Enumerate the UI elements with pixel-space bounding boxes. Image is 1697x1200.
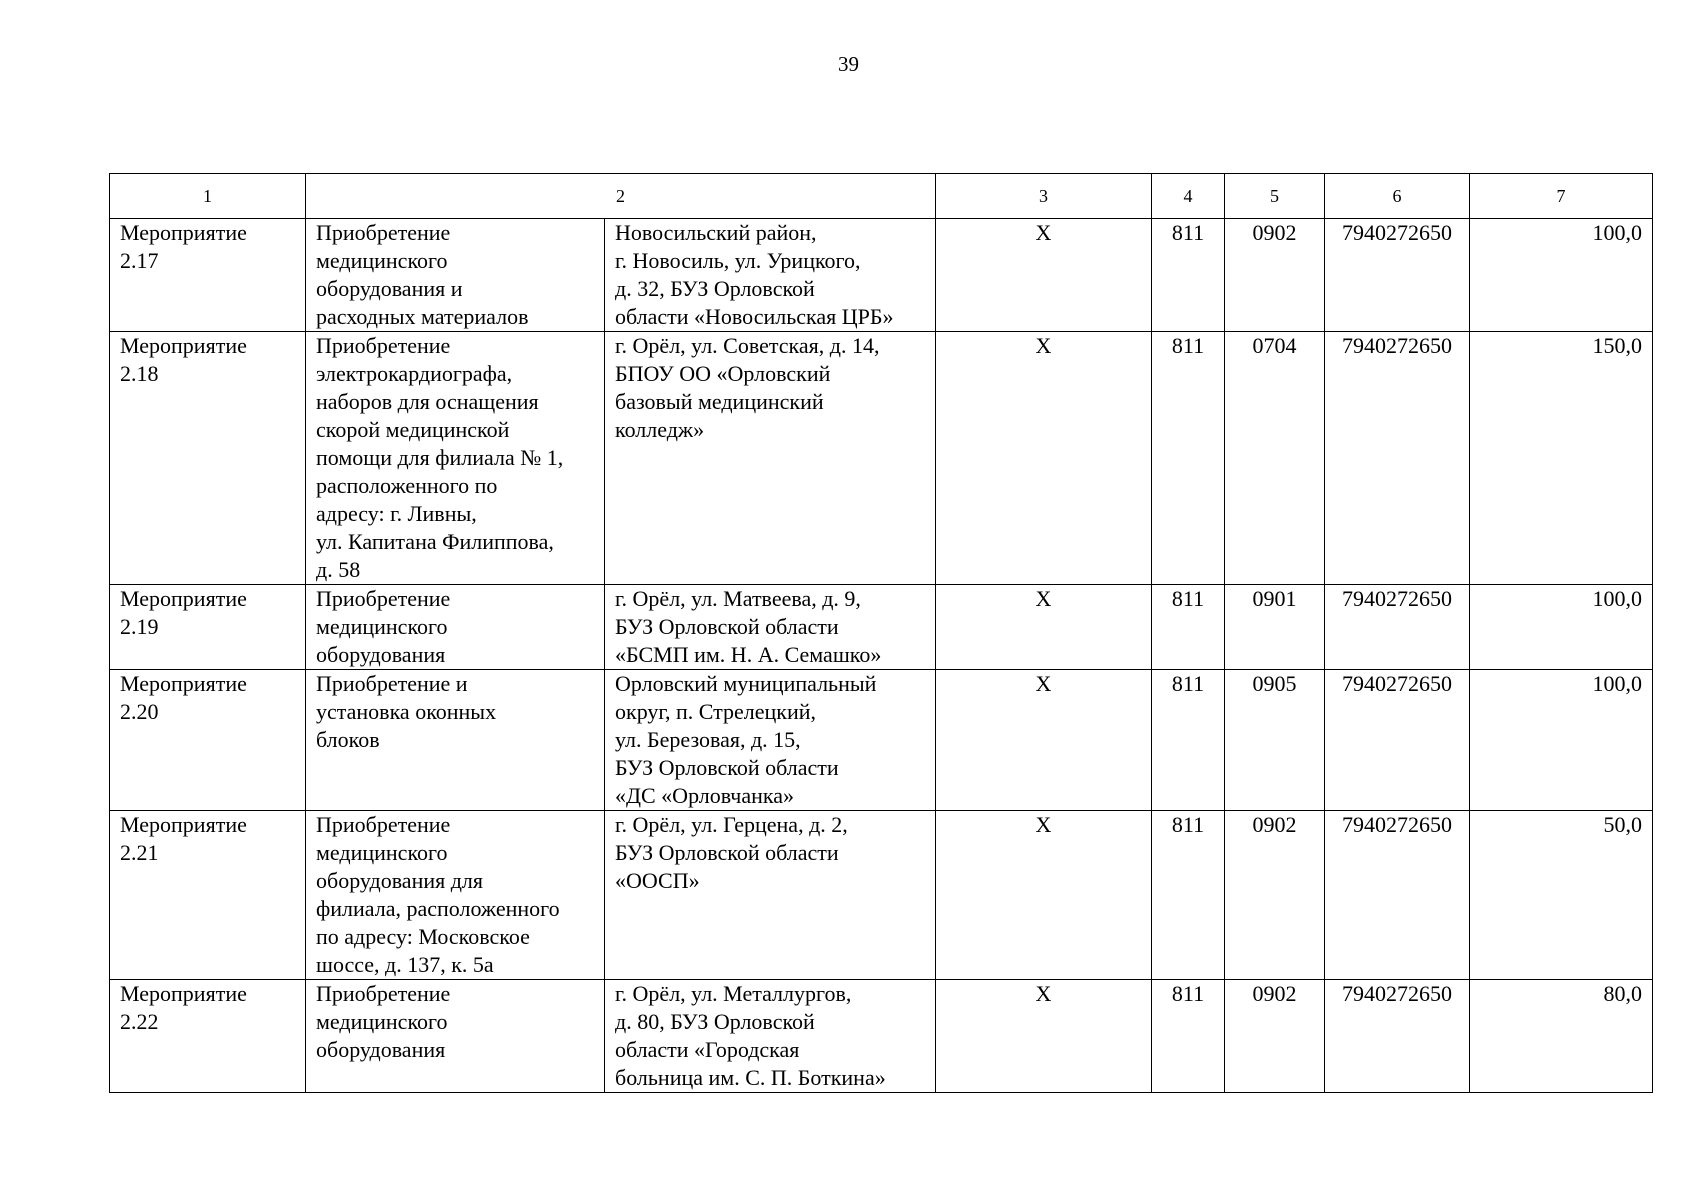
col3-cell: Х (936, 980, 1152, 1093)
col6-cell: 7940272650 (1325, 670, 1470, 811)
col7-cell: 80,0 (1470, 980, 1653, 1093)
page-number: 39 (838, 52, 859, 76)
header-col-3: 3 (936, 174, 1152, 219)
table-row (110, 980, 1653, 1093)
col6-cell: 7940272650 (1325, 585, 1470, 670)
col7-cell: 150,0 (1470, 332, 1653, 585)
location-cell: Новосильский район, г. Новосиль, ул. Урицкого, д. 32, БУЗ Орловской области «Новосильская ЦРБ» (605, 219, 936, 332)
measure-cell: Мероприятие 2.17 (110, 219, 306, 332)
description-cell: Приобретение электрокардиографа, наборов для оснащения скорой медицинской помощи для филиала № 1, расположенного по адресу: г. Ливны, ул. Капитана Филиппова, д. 58 (306, 332, 605, 585)
col7-cell: 50,0 (1470, 811, 1653, 980)
table-row (110, 811, 1653, 980)
description-cell: Приобретение медицинского оборудования и расходных материалов (306, 219, 605, 332)
col5-cell: 0901 (1225, 585, 1325, 670)
table-row (110, 670, 1653, 811)
col7-cell: 100,0 (1470, 219, 1653, 332)
col5-cell: 0902 (1225, 811, 1325, 980)
location-cell: Орловский муниципальный округ, п. Стрелецкий, ул. Березовая, д. 15, БУЗ Орловской области «ДС «Орловчанка» (605, 670, 936, 811)
col3-cell: Х (936, 670, 1152, 811)
col3-cell: Х (936, 585, 1152, 670)
measure-cell: Мероприятие 2.18 (110, 332, 306, 585)
measure-cell: Мероприятие 2.20 (110, 670, 306, 811)
description-cell: Приобретение медицинского оборудования (306, 980, 605, 1093)
header-col-4: 4 (1152, 174, 1225, 219)
col7-cell: 100,0 (1470, 670, 1653, 811)
measure-cell: Мероприятие 2.21 (110, 811, 306, 980)
col4-cell: 811 (1152, 332, 1225, 585)
col6-cell: 7940272650 (1325, 332, 1470, 585)
header-col-6: 6 (1325, 174, 1470, 219)
header-col-1: 1 (110, 174, 306, 219)
location-cell: г. Орёл, ул. Матвеева, д. 9, БУЗ Орловской области «БСМП им. Н. А. Семашко» (605, 585, 936, 670)
col4-cell: 811 (1152, 585, 1225, 670)
description-cell: Приобретение медицинского оборудования для филиала, расположенного по адресу: Московское шоссе, д. 137, к. 5а (306, 811, 605, 980)
location-cell: г. Орёл, ул. Советская, д. 14, БПОУ ОО «Орловский базовый медицинский колледж» (605, 332, 936, 585)
table-row (110, 585, 1653, 670)
description-cell: Приобретение медицинского оборудования (306, 585, 605, 670)
col5-cell: 0902 (1225, 219, 1325, 332)
col6-cell: 7940272650 (1325, 811, 1470, 980)
table-row (110, 332, 1653, 585)
col5-cell: 0902 (1225, 980, 1325, 1093)
col7-cell: 100,0 (1470, 585, 1653, 670)
header-col-5: 5 (1225, 174, 1325, 219)
col5-cell: 0704 (1225, 332, 1325, 585)
measure-cell: Мероприятие 2.19 (110, 585, 306, 670)
location-cell: г. Орёл, ул. Герцена, д. 2, БУЗ Орловской области «ООСП» (605, 811, 936, 980)
col3-cell: Х (936, 332, 1152, 585)
col4-cell: 811 (1152, 219, 1225, 332)
table-header-row (110, 174, 1653, 219)
description-cell: Приобретение и установка оконных блоков (306, 670, 605, 811)
location-cell: г. Орёл, ул. Металлургов, д. 80, БУЗ Орловской области «Городская больница им. С. П. Боткина» (605, 980, 936, 1093)
header-col-7: 7 (1470, 174, 1653, 219)
col4-cell: 811 (1152, 670, 1225, 811)
col6-cell: 7940272650 (1325, 219, 1470, 332)
col3-cell: Х (936, 811, 1152, 980)
col4-cell: 811 (1152, 980, 1225, 1093)
col6-cell: 7940272650 (1325, 980, 1470, 1093)
measure-cell: Мероприятие 2.22 (110, 980, 306, 1093)
table-row (110, 219, 1653, 332)
header-col-2: 2 (306, 174, 936, 219)
measures-table (109, 173, 1653, 1093)
col4-cell: 811 (1152, 811, 1225, 980)
col5-cell: 0905 (1225, 670, 1325, 811)
col3-cell: Х (936, 219, 1152, 332)
